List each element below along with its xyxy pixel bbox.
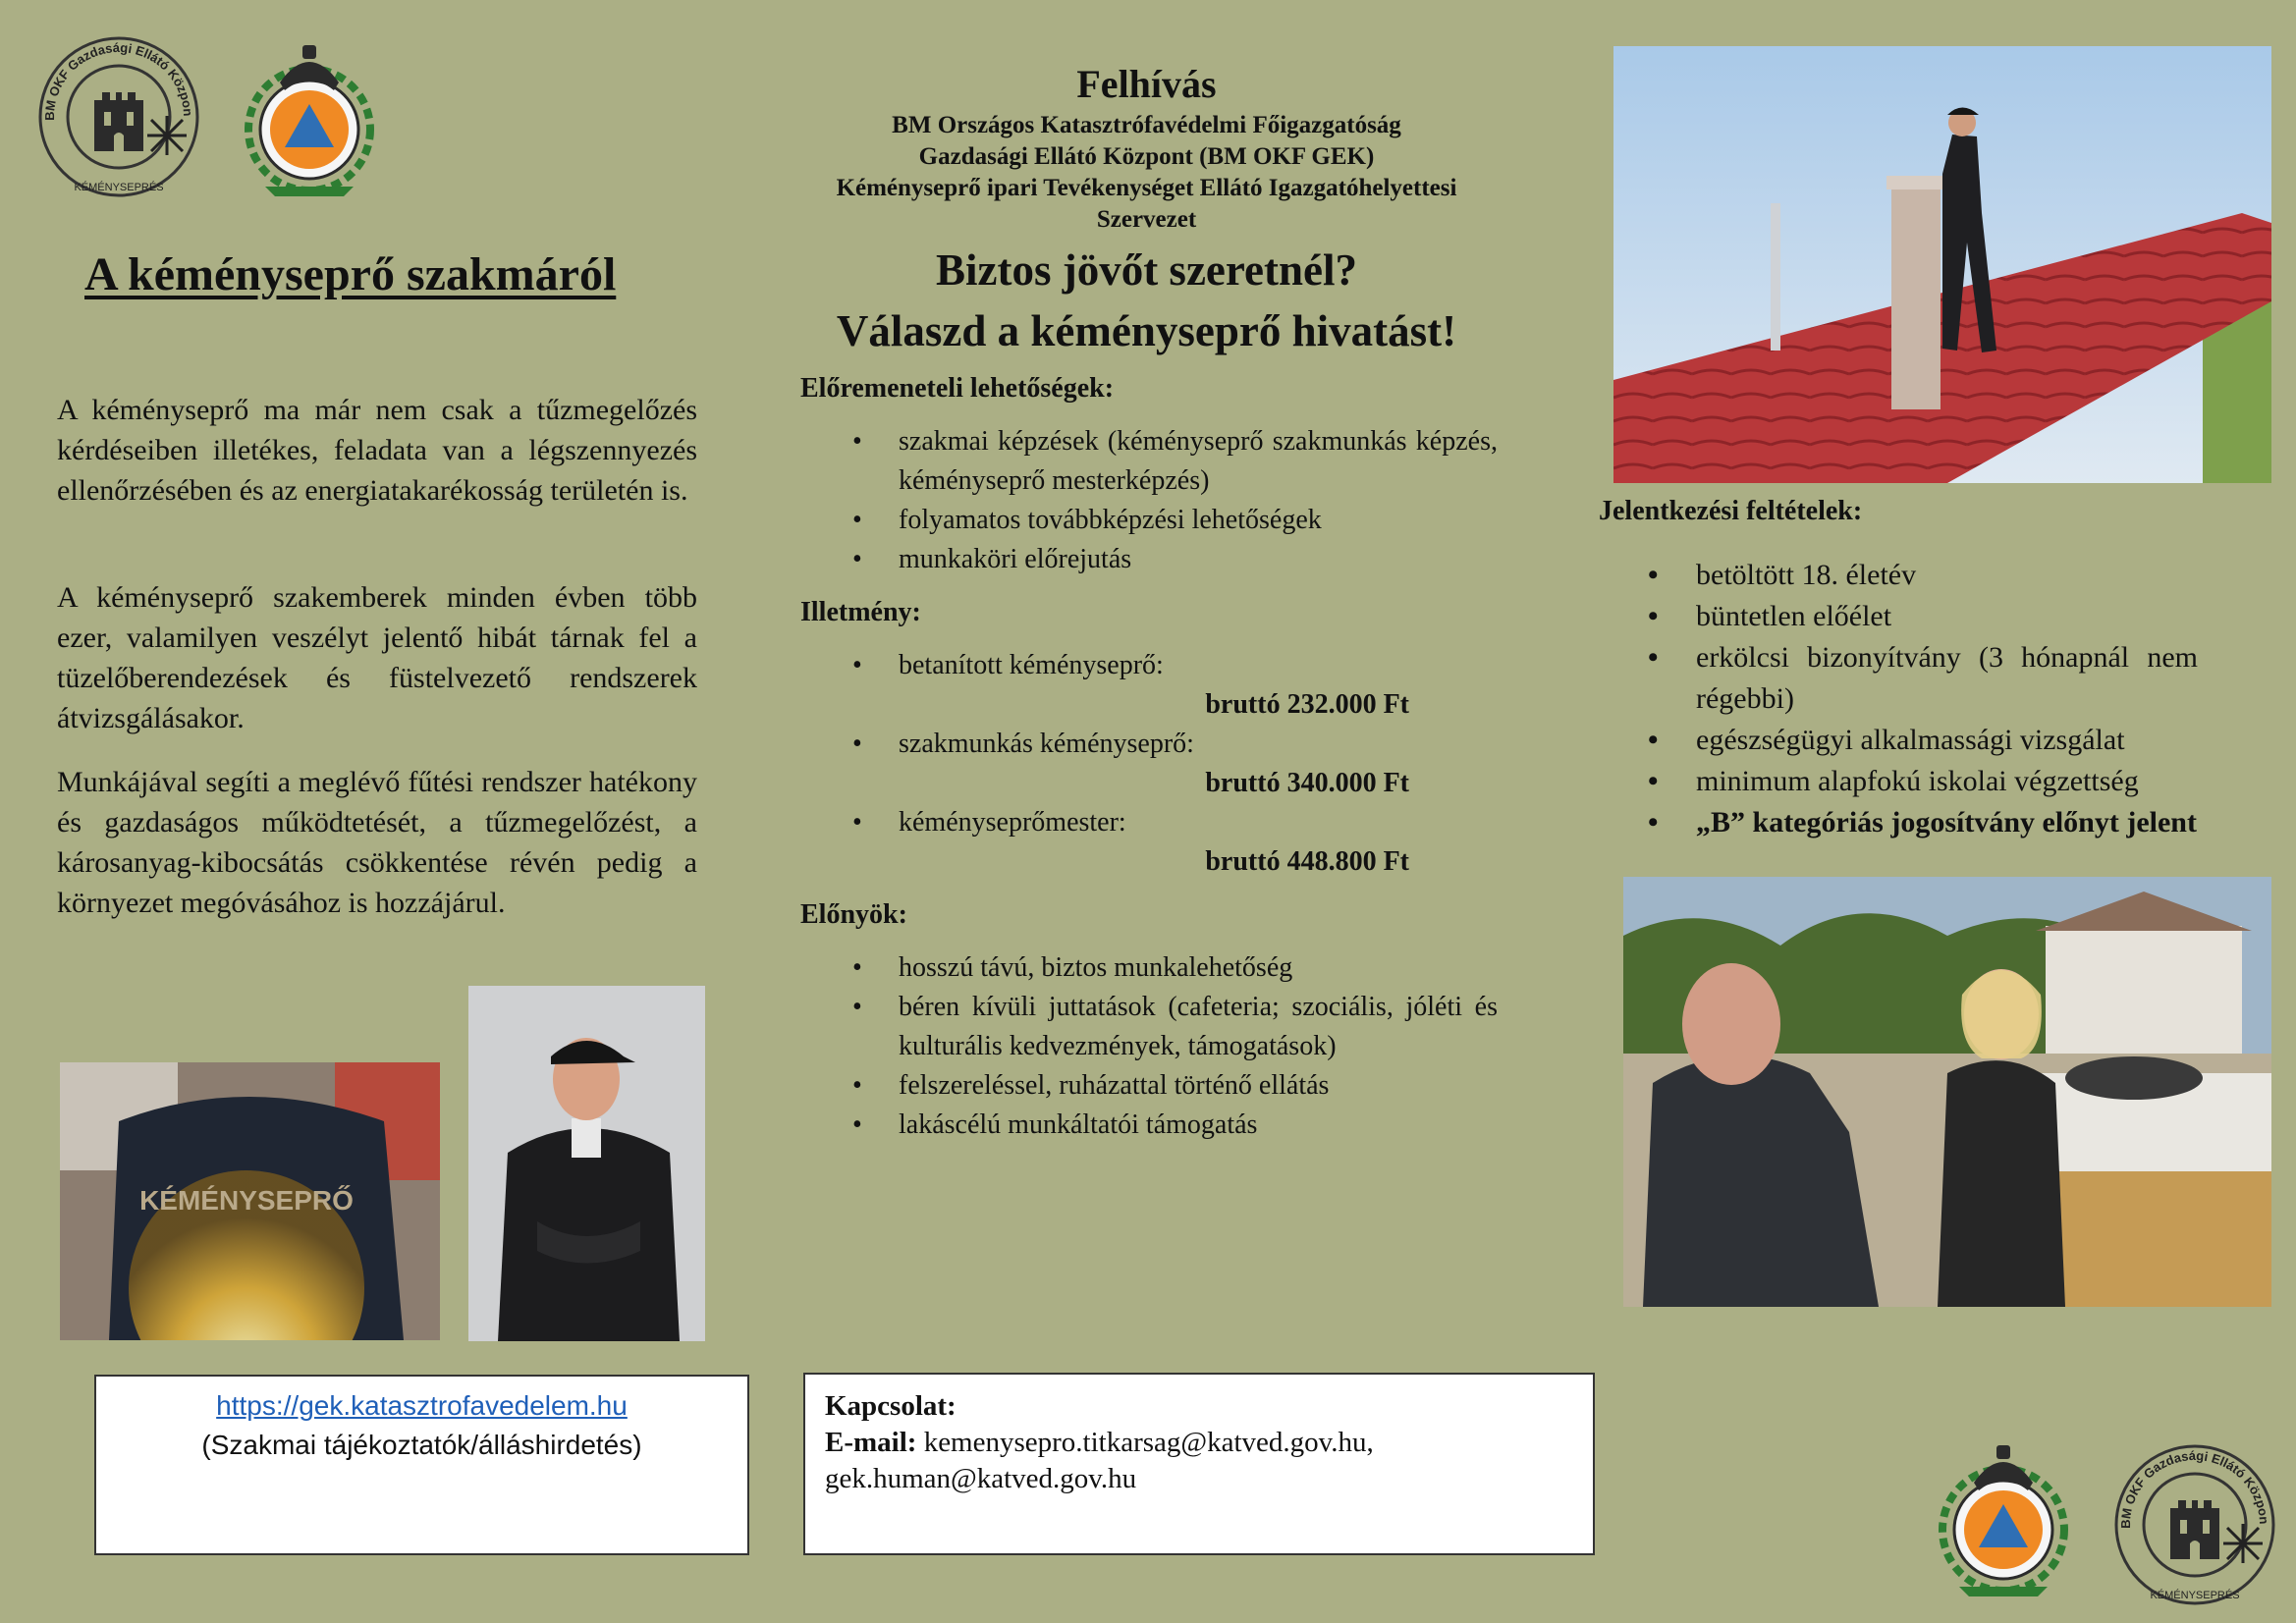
website-box [94, 1375, 749, 1555]
left-title: A kéményseprő szakmáról [84, 248, 617, 300]
list-item: • egészségügyi alkalmassági vizsgálat [1599, 720, 2252, 761]
requirements-block [1599, 555, 2252, 843]
left-paragraph-3: Munkájával segíti a meglévő fűtési rendszer hatékony és gazdaságos működtetését, a tűzmegelőzést, a károsanyag-kibocsátás csökkentése révén pedig a környezet megóvásához is hozzájárul. [57, 766, 697, 919]
felhivas-heading: Felhívás [1076, 62, 1217, 106]
website-note: (Szakmai tájékoztatók/álláshirdetés) [201, 1430, 642, 1460]
list-item: • szakmai képzések (kéményseprő szakmunkás képzés, kéményseprő mesterképzés) [795, 422, 1498, 501]
list-item: • betöltött 18. életév [1599, 555, 2252, 596]
org-line-3: Kéményseprő ipari Tevékenységet Ellátó Igazgatóhelyettesi [836, 175, 1457, 201]
left-paragraph-2: A kéményseprő szakemberek minden évben több ezer, valamilyen veszélyt jelentő hibát tárnak fel a tüzelőberendezések és füstelvezető rendszerek átvizsgálásakor. [57, 581, 697, 734]
svg-text:BM OKF Gazdasági Ellátó Közpon: BM OKF Gazdasági Ellátó Közpon [41, 39, 196, 121]
advancement-list [795, 422, 1498, 579]
list-item: • felszereléssel, ruházattal történő ellátás [795, 1066, 1498, 1106]
svg-text:KÉMÉNYSEPRÉS: KÉMÉNYSEPRÉS [2150, 1590, 2240, 1601]
salary-list [795, 646, 1498, 882]
org-line-4: Szervezet [1096, 206, 1197, 233]
svg-text:KÉMÉNYSEPRÉS: KÉMÉNYSEPRÉS [74, 182, 164, 193]
list-item: • erkölcsi bizonyítvány (3 hónapnál nem régebbi) [1599, 637, 2252, 720]
requirements-title: Jelentkezési feltételek: [1599, 496, 1863, 526]
contact-title: Kapcsolat: [825, 1390, 957, 1422]
svg-text:KÉMÉNYSEPRŐ: KÉMÉNYSEPRŐ [139, 1185, 354, 1216]
org-line-1: BM Országos Katasztrófavédelmi Főigazgatóság [892, 112, 1401, 138]
svg-text:BM OKF Gazdasági Ellátó Közpon: BM OKF Gazdasági Ellátó Közpon [2117, 1447, 2272, 1529]
contact-box [803, 1373, 1595, 1555]
left-paragraph-1: A kéményseprő ma már nem csak a tűzmegelőzés kérdéseiben illetékes, feladata van a légszennyezés ellenőrzésében és az energiatakarékosság területén is. [57, 394, 697, 507]
email-2[interactable]: gek.human@katved.gov.hu [825, 1463, 1137, 1494]
list-item: • béren kívüli juttatások (cafeteria; szociális, jóléti és kulturális kedvezmények, támogatások) [795, 988, 1498, 1066]
slogan-line-1: Biztos jövőt szeretnél? [935, 245, 1358, 295]
benefits-title: Előnyök: [800, 899, 907, 930]
salary-role: • betanított kéményseprő: [899, 650, 1164, 680]
requirements-list [1599, 555, 2252, 843]
list-item [795, 803, 1498, 882]
photo-jacket-brush [60, 1062, 440, 1340]
contact-email-line [825, 1425, 1573, 1461]
benefits-list [795, 948, 1498, 1145]
salary-role: • kéményseprőmester: [899, 807, 1126, 838]
list-item-bold: • „B” kategóriás jogosítvány előnyt jelent [1599, 802, 2252, 843]
salary-amount: bruttó 232.000 Ft [1205, 689, 1409, 720]
org-line-2: Gazdasági Ellátó Központ (BM OKF GEK) [918, 143, 1375, 170]
email-1[interactable]: kemenysepro.titkarsag@katved.gov.hu, [923, 1427, 1374, 1458]
list-item: • munkaköri előrejutás [795, 540, 1498, 579]
website-link[interactable]: https://gek.katasztrofavedelem.hu [216, 1390, 628, 1421]
photo-roof-chimney [1613, 46, 2271, 483]
civil-protection-logo-top [226, 31, 393, 198]
salary-title: Illetmény: [800, 597, 921, 627]
list-item: • hosszú távú, biztos munkalehetőség [795, 948, 1498, 988]
list-item [795, 646, 1498, 725]
list-item: • büntetlen előélet [1599, 596, 2252, 637]
advancement-title: Előremeneteli lehetőségek: [800, 373, 1115, 404]
gek-logo-bottom [2111, 1441, 2278, 1608]
list-item: • lakáscélú munkáltatói támogatás [795, 1106, 1498, 1145]
email-label: E-mail: [825, 1427, 917, 1458]
list-item: • minimum alapfokú iskolai végzettség [1599, 761, 2252, 802]
photo-sweeps-at-chimney [1623, 877, 2271, 1307]
center-column [795, 59, 1498, 1145]
photo-chimney-sweep-portrait [468, 986, 705, 1341]
list-item [795, 725, 1498, 803]
salary-role: • szakmunkás kéményseprő: [899, 729, 1194, 759]
civil-protection-logo-bottom [1920, 1432, 2087, 1598]
salary-amount: bruttó 448.800 Ft [1205, 846, 1409, 877]
gek-logo-top [35, 33, 202, 200]
slogan-line-2: Válaszd a kéményseprő hivatást! [836, 306, 1457, 355]
salary-amount: bruttó 340.000 Ft [1205, 768, 1409, 798]
list-item: • folyamatos továbbképzési lehetőségek [795, 501, 1498, 540]
